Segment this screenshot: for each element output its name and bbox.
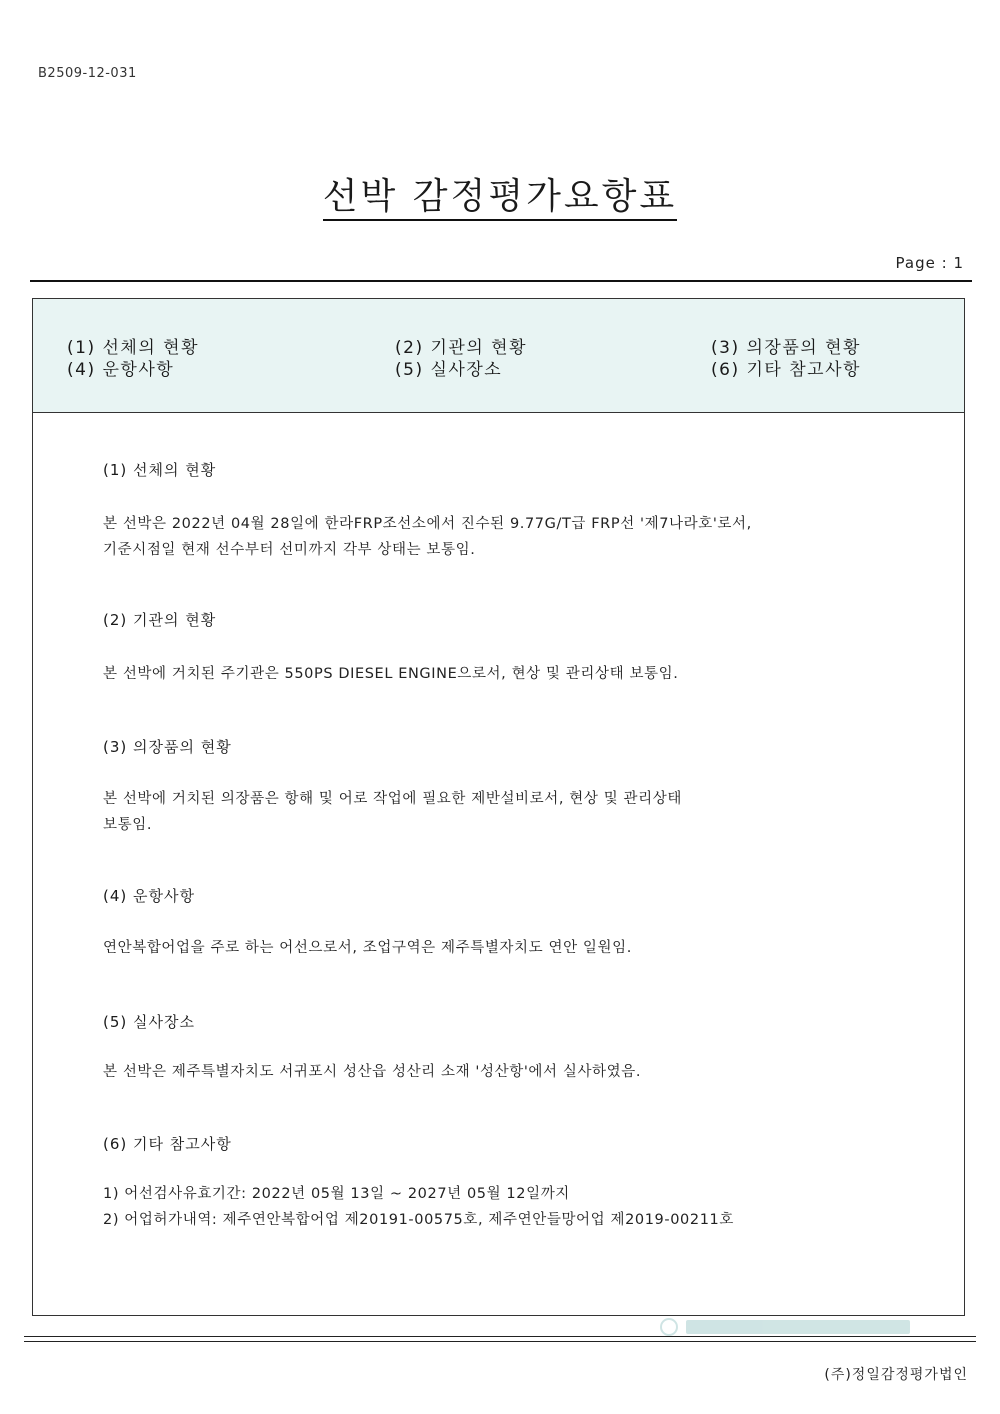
company-name: (주)정일감정평가법인 — [824, 1367, 968, 1383]
page-title-text: 선박 감정평가요항표 — [323, 176, 677, 221]
page-number: Page : 1 — [895, 254, 964, 272]
section-line: 본 선박에 거치된 주기관은 550PS DIESEL ENGINE으로서, 현상 및 관리상태 보통임. — [103, 666, 679, 682]
toc-item-equipment: (3) 의장품의 현황 — [711, 338, 861, 358]
section-body-equipment — [103, 786, 903, 838]
toc-item-other-notes: (6) 기타 참고사항 — [711, 360, 861, 380]
section-line: 본 선박에 거치된 의장품은 항해 및 어로 작업에 필요한 제반설비로서, 현상 및 관리상태 — [103, 791, 682, 807]
table-of-contents — [33, 299, 964, 413]
section-line: 본 선박은 2022년 04월 28일에 한라FRP조선소에서 진수된 9.77G/T급 FRP선 '제7나라호'로서, — [103, 516, 752, 532]
section-heading-engine: (2) 기관의 현황 — [103, 611, 217, 629]
section-heading-operation: (4) 운항사항 — [103, 887, 195, 905]
content-frame — [32, 298, 965, 1316]
bottom-divider-inner — [24, 1341, 976, 1342]
section-body-engine — [103, 661, 903, 687]
company-seal-watermark — [660, 1316, 910, 1338]
section-line: 보통임. — [103, 817, 153, 833]
section-line: 기준시점일 현재 선수부터 선미까지 각부 상태는 보통임. — [103, 542, 476, 558]
section-heading-equipment: (3) 의장품의 현황 — [103, 738, 232, 756]
section-line: 2) 어업허가내역: 제주연안복합어업 제20191-00575호, 제주연안들망어업 제2019-00211호 — [103, 1212, 734, 1228]
section-line: 본 선박은 제주특별자치도 서귀포시 성산읍 성산리 소재 '성산항'에서 실사하였음. — [103, 1064, 642, 1080]
toc-item-hull: (1) 선체의 현황 — [67, 338, 199, 358]
page-title — [0, 168, 1000, 219]
top-divider — [30, 280, 972, 282]
section-line: 연안복합어업을 주로 하는 어선으로서, 조업구역은 제주특별자치도 연안 일원임. — [103, 940, 632, 956]
section-body-other-notes — [103, 1181, 903, 1233]
section-body-hull — [103, 511, 903, 563]
bottom-divider — [24, 1336, 976, 1337]
toc-item-operation: (4) 운항사항 — [67, 360, 175, 380]
seal-circle-icon — [660, 1318, 678, 1336]
section-heading-other-notes: (6) 기타 참고사항 — [103, 1135, 232, 1153]
toc-item-engine: (2) 기관의 현황 — [395, 338, 527, 358]
section-heading-hull: (1) 선체의 현황 — [103, 461, 217, 479]
section-body-inspection-site — [103, 1059, 903, 1085]
section-body-operation — [103, 935, 903, 961]
document-code: B2509-12-031 — [38, 66, 137, 81]
seal-bar — [686, 1320, 910, 1334]
toc-item-inspection-site: (5) 실사장소 — [395, 360, 503, 380]
section-line: 1) 어선검사유효기간: 2022년 05월 13일 ~ 2027년 05월 12일까지 — [103, 1186, 570, 1202]
section-heading-inspection-site: (5) 실사장소 — [103, 1013, 195, 1031]
